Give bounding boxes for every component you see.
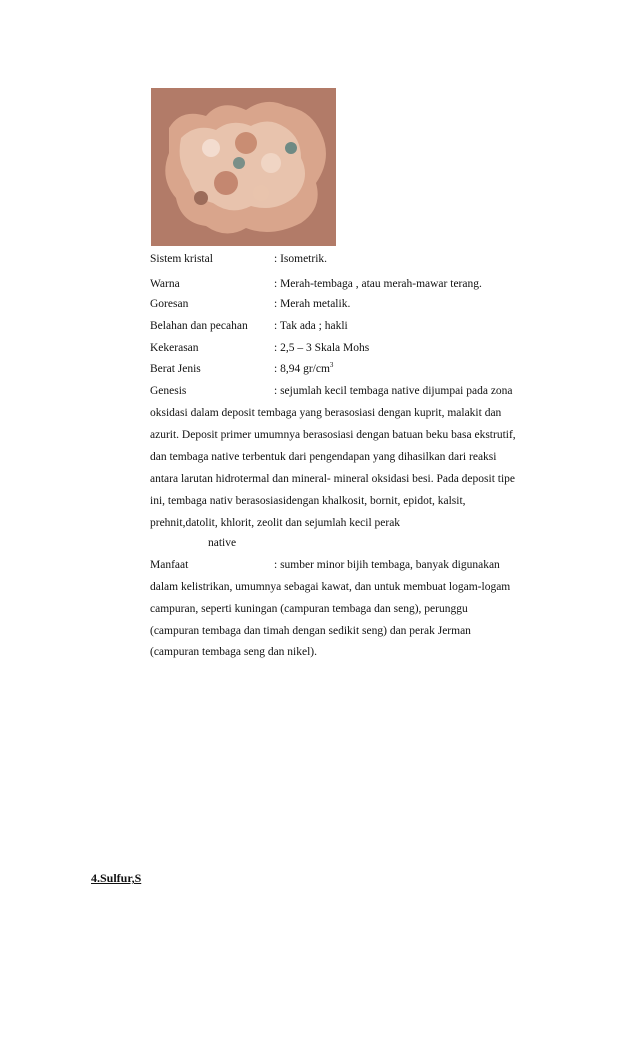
prop-label-warna: Warna xyxy=(150,278,180,290)
prop-label-sistem-kristal: Sistem kristal xyxy=(150,253,213,265)
genesis-line: ini, tembaga nativ berasosiasidengan khalkosit, bornit, epidot, kalsit, xyxy=(150,495,466,507)
prop-label-belahan: Belahan dan pecahan xyxy=(150,320,248,332)
prop-value-belahan: : Tak ada ; hakli xyxy=(274,320,348,332)
prop-label-berat-jenis: Berat Jenis xyxy=(150,363,201,375)
prop-value-warna: : Merah-tembaga , atau merah-mawar terang. xyxy=(274,278,482,290)
genesis-line: dan tembaga native terbentuk dari pengendapan yang dihasilkan dari reaksi xyxy=(150,451,497,463)
prop-value-goresan: : Merah metalik. xyxy=(274,298,351,310)
manfaat-line: dalam kelistrikan, umumnya sebagai kawat, dan untuk membuat logam-logam xyxy=(150,581,511,593)
section-heading-sulfur: 4.Sulfur,S xyxy=(91,871,142,885)
prop-value-kekerasan: : 2,5 – 3 Skala Mohs xyxy=(274,342,370,354)
prop-label-kekerasan: Kekerasan xyxy=(150,342,199,354)
native-copper-photo xyxy=(151,88,336,246)
prop-value-sistem-kristal: : Isometrik. xyxy=(274,253,328,265)
genesis-line: antara larutan hidrotermal dan mineral- mineral oksidasi besi. Pada deposit tipe xyxy=(150,473,516,485)
prop-label-goresan: Goresan xyxy=(150,298,189,310)
prop-label-genesis: Genesis xyxy=(150,385,187,397)
prop-value-berat-jenis xyxy=(274,363,333,375)
prop-value-genesis: : sejumlah kecil tembaga native dijumpai pada zona xyxy=(274,385,513,397)
genesis-line: prehnit,datolit, khlorit, zeolit dan sejumlah kecil perak xyxy=(150,517,401,529)
genesis-tail: native xyxy=(208,537,237,549)
prop-value-manfaat: : sumber minor bijih tembaga, banyak digunakan xyxy=(274,559,500,571)
manfaat-line: (campuran tembaga seng dan nikel). xyxy=(150,646,318,658)
berat-jenis-text: : 8,94 gr/cm xyxy=(274,363,330,375)
manfaat-line: (campuran tembaga dan timah dengan sedikit seng) dan perak Jerman xyxy=(150,625,471,637)
prop-label-manfaat: Manfaat xyxy=(150,559,189,571)
manfaat-line: campuran, seperti kuningan (campuran tembaga dan seng), perunggu xyxy=(150,603,468,615)
genesis-line: azurit. Deposit primer umumnya berasosiasi dengan batuan beku basa ekstrutif, xyxy=(150,429,516,441)
genesis-line: oksidasi dalam deposit tembaga yang berasosiasi dengan kuprit, malakit dan xyxy=(150,407,502,419)
berat-jenis-sup: 3 xyxy=(329,361,334,370)
